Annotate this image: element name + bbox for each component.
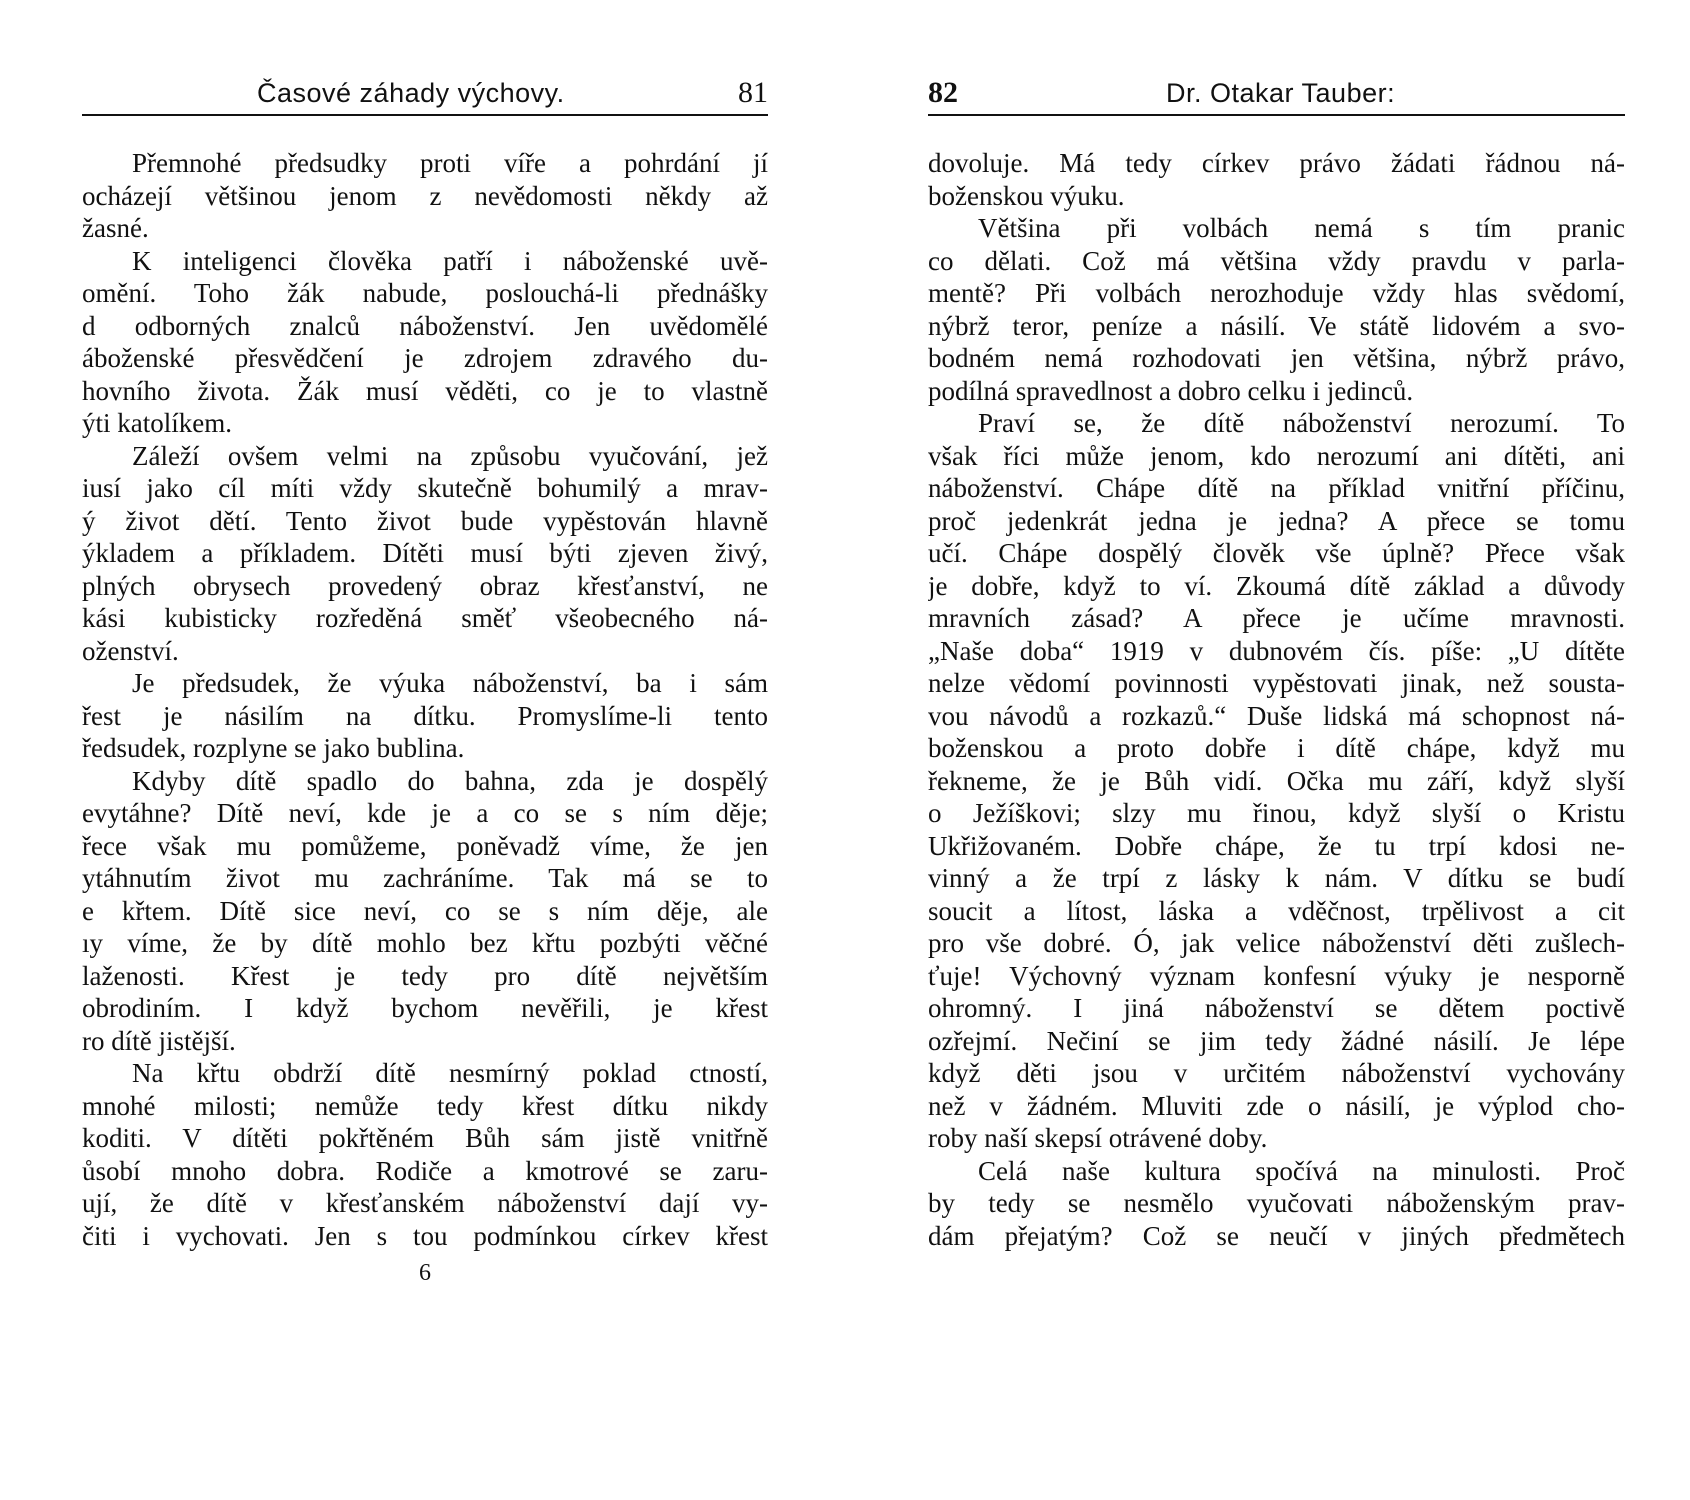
text-line: evytáhne? Dítě neví, kde je a co se s ním děje; (82, 798, 768, 828)
text-line: vou návodů a rozkazů.“ Duše lidská má schopnost ná- (928, 700, 1625, 731)
page-number: 81 (738, 76, 768, 109)
text-line: nýbrž teror, peníze a násilí. Ve státě lidovém a svo- (928, 310, 1625, 341)
text-line: mnohé milosti; nemůže tedy křest dítku nikdy (82, 1090, 768, 1121)
text-line: roby naší skepsí otrávené doby. (928, 1123, 1268, 1153)
right-page (928, 70, 1625, 1252)
text-line: bodném nemá rozhodovati jen většina, nýbrž právo, (928, 343, 1625, 373)
text-line: ředsudek, rozplyne se jako bublina. (82, 733, 465, 763)
text-line: nelze vědomí povinnosti vypěstovati jinak, než sousta- (928, 668, 1625, 698)
page-number: 82 (928, 76, 958, 109)
text-line: koditi. V dítěti pokřtěném Bůh sám jistě vnitřně (82, 1123, 768, 1153)
text-line: Záleží ovšem velmi na způsobu vyučování, jež (132, 440, 768, 471)
text-line: ují, že dítě v křesťanském náboženství dají vy- (82, 1188, 768, 1218)
left-page-header (82, 70, 768, 116)
text-line: hovního života. Žák musí věděti, co je to vlastně (82, 375, 768, 406)
text-line: Přemnohé předsudky proti víře a pohrdání jí (132, 148, 768, 178)
text-line: je dobře, když to ví. Zkoumá dítě základ a důvody (928, 570, 1625, 601)
text-line: Celá naše kultura spočívá na minulosti. Proč (978, 1155, 1625, 1186)
left-page (82, 70, 768, 1287)
text-line: oženství. (82, 635, 179, 666)
text-line: ýkladem a příkladem. Dítěti musí býti zjeven živý, (82, 538, 768, 568)
right-page-header (928, 70, 1625, 116)
text-line: však říci může jenom, kdo nerozumí ani dítěti, ani (928, 440, 1625, 471)
text-line: když děti jsou v určitém náboženství vychovány (928, 1058, 1625, 1088)
text-line: pro vše dobré. Ó, jak velice náboženství děti zušlech- (928, 928, 1625, 958)
text-line: co dělati. Což má většina vždy pravdu v parla- (928, 245, 1625, 276)
text-line: ozřejmí. Nečiní se jim tedy žádné násilí. Je lépe (928, 1025, 1625, 1056)
text-line: než v žádném. Mluviti zde o násilí, je výplod cho- (928, 1090, 1625, 1121)
text-line: ýti katolíkem. (82, 408, 232, 438)
text-line: podílná spravedlnost a dobro celku i jedinců. (928, 375, 1414, 406)
text-line: ytáhnutím život mu zachráníme. Tak má se to (82, 863, 768, 893)
running-title: Časové záhady výchovy. (257, 78, 565, 108)
text-line: kási kubisticky rozředěná směť všeobecného ná- (82, 603, 768, 633)
text-line: by tedy se nesmělo vyučovati náboženským prav- (928, 1188, 1625, 1218)
text-line: mentě? Při volbách nerozhoduje vždy hlas svědomí, (928, 278, 1625, 308)
text-line: boženskou výuku. (928, 180, 1125, 211)
text-line: Většina při volbách nemá s tím pranic (978, 213, 1625, 243)
text-line: Na křtu obdrží dítě nesmírný poklad ctností, (132, 1058, 768, 1088)
text-line: řekneme, že je Bůh vidí. Očka mu září, když slyší (928, 765, 1625, 796)
text-line: čiti i vychovati. Jen s tou podmínkou církev křest (82, 1220, 768, 1251)
text-line: e křtem. Dítě sice neví, co se s ním děje, ale (82, 895, 768, 926)
text-line: ý život dětí. Tento život bude vypěstován hlavně (82, 505, 768, 536)
text-line: „Naše doba“ 1919 v dubnovém čís. píše: „U dítěte (928, 635, 1625, 666)
right-page-body (928, 147, 1625, 1252)
text-line: Kdyby dítě spadlo do bahna, zda je dospělý (132, 765, 768, 796)
text-line: áboženské přesvědčení je zdrojem zdravého du- (82, 343, 768, 373)
text-line: ohromný. I jiná náboženství se dětem poctivě (928, 993, 1625, 1023)
text-line: řece však mu pomůžeme, poněvadž víme, že jen (82, 830, 768, 861)
text-line: proč jedenkrát jedna je jedna? A přece se tomu (928, 505, 1625, 536)
text-line: omění. Toho žák nabude, poslouchá-li přednášky (82, 278, 768, 308)
text-line: ťuje! Výchovný význam konfesní výuky je nesporně (928, 960, 1625, 991)
text-line: plných obrysech provedený obraz křesťanství, ne (82, 570, 768, 601)
text-line: d odborných znalců náboženství. Jen uvědomělé (82, 310, 768, 341)
text-line: vinný a že trpí z lásky k nám. V dítku se budí (928, 863, 1625, 893)
text-line: iusí jako cíl míti vždy skutečně bohumilý a mrav- (82, 473, 768, 503)
text-line: učí. Chápe dospělý člověk vše úplně? Přece však (928, 538, 1625, 568)
text-line: mravních zásad? A přece je učíme mravnosti. (928, 603, 1625, 633)
text-line: ůsobí mnoho dobra. Rodiče a kmotrové se zaru- (82, 1155, 768, 1186)
text-line: obrodiním. I když bychom nevěřili, je křest (82, 993, 768, 1023)
text-line: ıy víme, že by dítě mohlo bez křtu pozbýti věčné (82, 928, 768, 958)
text-line: dám přejatým? Což se neučí v jiných předmětech (928, 1220, 1625, 1251)
text-line: K inteligenci člověka patří i náboženské uvě- (132, 245, 768, 276)
text-line: náboženství. Chápe dítě na příklad vnitřní příčinu, (928, 473, 1625, 503)
text-line: laženosti. Křest je tedy pro dítě největším (82, 960, 768, 991)
text-line: Ukřižovaném. Dobře chápe, že tu trpí kdosi ne- (928, 830, 1625, 861)
text-line: žasné. (82, 213, 149, 243)
text-line: řest je násilím na dítku. Promyslíme-li tento (82, 700, 768, 731)
footer-signature: 6 (419, 1260, 431, 1286)
left-page-body (82, 147, 768, 1252)
text-line: boženskou a proto dobře i dítě chápe, když mu (928, 733, 1625, 763)
text-line: Praví se, že dítě náboženství nerozumí. To (978, 408, 1625, 438)
text-line: ro dítě jistější. (82, 1025, 236, 1056)
text-line: Je předsudek, že výuka náboženství, ba i sám (132, 668, 768, 698)
text-line: soucit a lítost, láska a vděčnost, trpělivost a cit (928, 895, 1625, 926)
text-line: ocházejí většinou jenom z nevědomosti někdy až (82, 180, 768, 211)
text-line: o Ježíškovi; slzy mu řinou, když slyší o Kristu (928, 798, 1625, 828)
text-line: dovoluje. Má tedy církev právo žádati řádnou ná- (928, 148, 1625, 178)
running-title: Dr. Otakar Tauber: (1166, 78, 1396, 108)
